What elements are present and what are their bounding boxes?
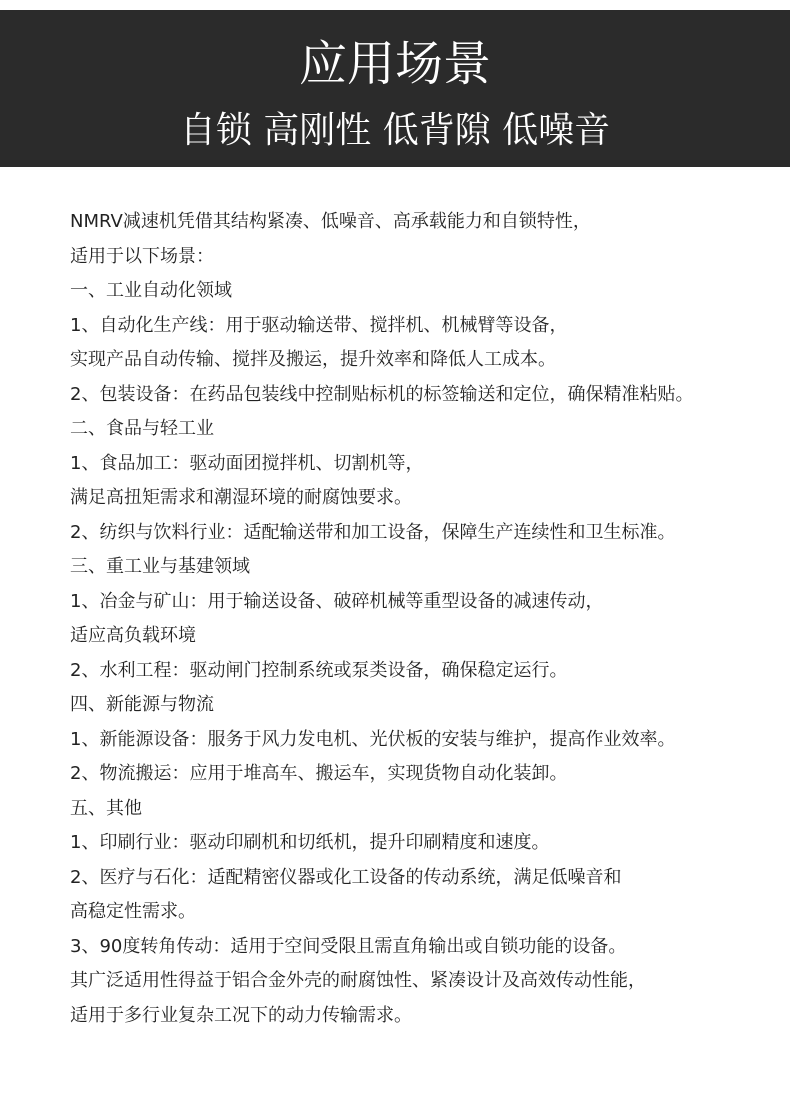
text-line: 适应高负载环境 <box>70 625 196 646</box>
header-banner <box>0 10 790 167</box>
text-line: 满足高扭矩需求和潮湿环境的耐腐蚀要求。 <box>70 487 412 508</box>
text-line: 1、自动化生产线：用于驱动输送带、搅拌机、机械臂等设备， <box>70 314 568 336</box>
text-line: NMRV减速机凭借其结构紧凑、低噪音、高承载能力和自锁特性， <box>70 211 591 232</box>
text-line: 2、包装设备：在药品包装线中控制贴标机的标签输送和定位，确保精准粘贴。 <box>70 383 694 405</box>
text-line: 1、新能源设备：服务于风力发电机、光伏板的安装与维护，提高作业效率。 <box>70 728 676 750</box>
text-line: 适用于多行业复杂工况下的动力传输需求。 <box>70 1004 412 1026</box>
section-heading: 五、其他 <box>70 797 142 819</box>
text-line: 1、印刷行业：驱动印刷机和切纸机，提升印刷精度和速度。 <box>70 832 550 853</box>
section-heading: 三、重工业与基建领域 <box>70 556 250 577</box>
body-text <box>70 205 785 1033</box>
section-heading: 二、食品与轻工业 <box>70 418 214 439</box>
page-subtitle: 自锁 高刚性 低背隙 低噪音 <box>179 110 611 151</box>
text-line: 2、水利工程：驱动闸门控制系统或泵类设备，确保稳定运行。 <box>70 659 568 681</box>
text-line: 其广泛适用性得益于铝合金外壳的耐腐蚀性、紧凑设计及高效传动性能， <box>70 970 646 991</box>
text-line: 3、90度转角传动：适用于空间受限且需直角输出或自锁功能的设备。 <box>70 935 627 957</box>
page-title: 应用场景 <box>298 36 491 92</box>
text-line: 2、纺织与饮料行业：适配输送带和加工设备，保障生产连续性和卫生标准。 <box>70 521 676 543</box>
text-line: 1、冶金与矿山：用于输送设备、破碎机械等重型设备的减速传动， <box>70 590 604 612</box>
text-line: 2、医疗与石化：适配精密仪器或化工设备的传动系统，满足低噪音和 <box>70 866 622 888</box>
section-heading: 四、新能源与物流 <box>70 694 214 715</box>
text-line: 2、物流搬运：应用于堆高车、搬运车，实现货物自动化装卸。 <box>70 763 568 784</box>
section-heading: 一、工业自动化领域 <box>70 280 232 301</box>
text-line: 实现产品自动传输、搅拌及搬运，提升效率和降低人工成本。 <box>70 349 556 370</box>
text-line: 1、食品加工：驱动面团搅拌机、切割机等， <box>70 452 424 474</box>
text-line: 高稳定性需求。 <box>70 901 196 922</box>
text-line: 适用于以下场景： <box>70 245 214 267</box>
